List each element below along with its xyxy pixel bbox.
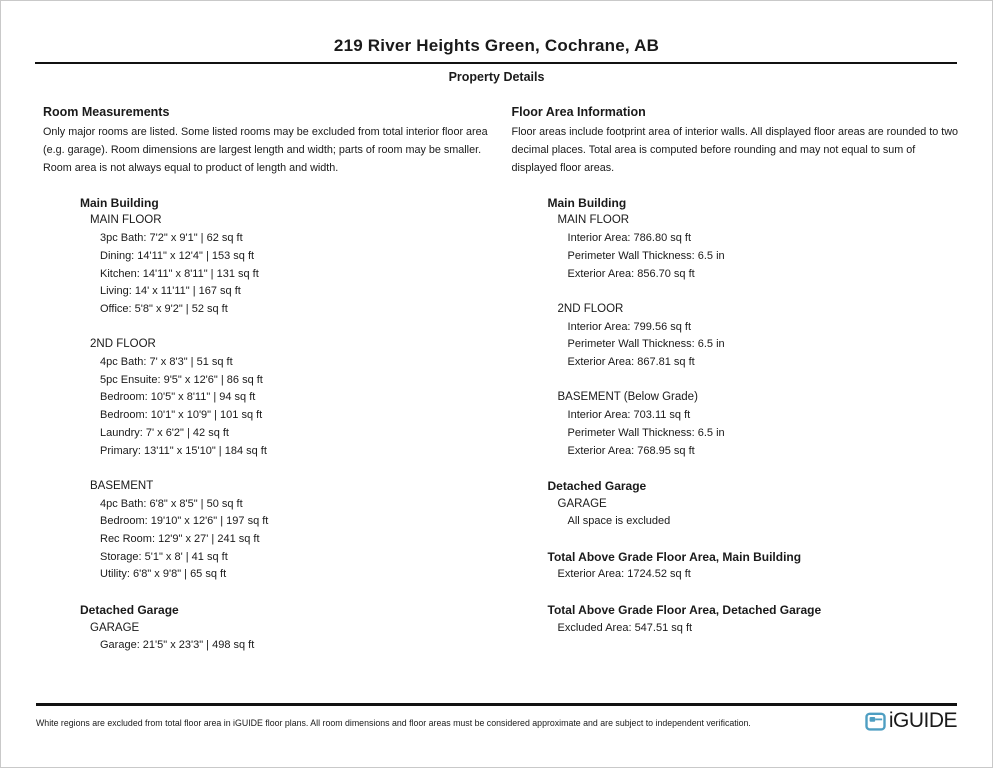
floor-block xyxy=(80,478,497,584)
footer xyxy=(36,703,957,732)
total-heading: Total Above Grade Floor Area, Detached Garage xyxy=(547,602,822,617)
floor-block xyxy=(548,212,992,283)
room-measurement-line: Kitchen: 14'11" x 8'11" | 131 sq ft xyxy=(100,267,259,280)
building-name: Main Building xyxy=(80,195,159,210)
floor-area-detail-line: Perimeter Wall Thickness: 6.5 in xyxy=(567,249,725,262)
room-measurement-line: Office: 5'8" x 9'2" | 52 sq ft xyxy=(100,302,228,315)
floor-area-buildings xyxy=(512,195,992,531)
room-measurement-line: 5pc Ensuite: 9'5" x 12'6" | 86 sq ft xyxy=(100,373,263,386)
total-heading: Total Above Grade Floor Area, Main Building xyxy=(547,549,802,564)
floor-area-description: Floor areas include footprint area of interior walls. All displayed floor areas are rounded to two decimal places. Total area is computed before rounding and may not equal to sum of displayed floor areas. xyxy=(511,126,959,174)
floor-block xyxy=(80,620,497,655)
floor-name: BASEMENT xyxy=(90,479,154,492)
floor-area-section xyxy=(497,105,992,673)
total-detail: Exterior Area: 1724.52 sq ft xyxy=(557,568,691,581)
room-measurements-heading: Room Measurements xyxy=(43,105,170,119)
floor-block xyxy=(80,336,497,460)
header-divider xyxy=(35,62,957,64)
iguide-logo xyxy=(865,710,957,732)
room-measurement-line: Bedroom: 10'5" x 8'11" | 94 sq ft xyxy=(100,391,256,404)
footer-disclaimer: White regions are excluded from total floor area in iGUIDE floor plans. All room dimensions and floor areas must be considered approximate and are subject to independent verification. xyxy=(36,717,751,728)
floor-name: 2ND FLOOR xyxy=(90,338,156,351)
floor-name: MAIN FLOOR xyxy=(557,214,630,227)
iguide-logo-text: iGUIDE xyxy=(888,709,957,732)
room-measurement-line: Living: 14' x 11'11" | 167 sq ft xyxy=(100,285,241,298)
floor-block xyxy=(548,301,992,372)
room-measurement-line: 3pc Bath: 7'2" x 9'1" | 62 sq ft xyxy=(100,232,243,245)
floor-block xyxy=(548,496,992,531)
floor-name: GARAGE xyxy=(557,497,607,510)
building-block xyxy=(80,195,497,584)
floor-area-detail-line: Perimeter Wall Thickness: 6.5 in xyxy=(567,426,725,439)
building-block xyxy=(80,602,497,655)
room-measurement-line: Bedroom: 10'1" x 10'9" | 101 sq ft xyxy=(100,409,263,422)
floor-area-detail-line: Interior Area: 799.56 sq ft xyxy=(567,320,692,333)
floor-area-detail-line: Exterior Area: 768.95 sq ft xyxy=(567,444,695,457)
page-title: 219 River Heights Green, Cochrane, AB xyxy=(333,36,660,55)
room-measurements-buildings xyxy=(43,195,497,655)
room-measurements-description: Only major rooms are listed. Some listed rooms may be excluded from total interior floor area (e.g. garage). Room dimensions are largest length and width; parts of room may be smaller. Room area is not always equal to product of length and width. xyxy=(43,126,488,174)
iguide-camera-icon xyxy=(865,712,886,731)
floor-area-heading: Floor Area Information xyxy=(511,105,646,119)
room-measurement-line: 4pc Bath: 6'8" x 8'5" | 50 sq ft xyxy=(100,497,243,510)
total-block xyxy=(548,602,992,637)
building-name: Main Building xyxy=(547,195,627,210)
page-subtitle: Property Details xyxy=(448,70,545,84)
floor-area-detail-line: Exterior Area: 867.81 sq ft xyxy=(567,356,695,369)
floor-area-detail-line: Interior Area: 786.80 sq ft xyxy=(567,232,692,245)
room-measurement-line: Storage: 5'1" x 8' | 41 sq ft xyxy=(100,550,228,563)
room-measurement-line: 4pc Bath: 7' x 8'3" | 51 sq ft xyxy=(100,356,233,369)
floor-name: BASEMENT (Below Grade) xyxy=(557,391,698,404)
building-name: Detached Garage xyxy=(80,602,179,617)
floor-area-totals xyxy=(512,549,992,638)
room-measurement-line: Bedroom: 19'10" x 12'6" | 197 sq ft xyxy=(100,515,269,528)
floor-area-detail-line: Exterior Area: 856.70 sq ft xyxy=(567,267,695,280)
room-measurement-line: Utility: 6'8" x 9'8" | 65 sq ft xyxy=(100,568,227,581)
total-block xyxy=(548,549,992,584)
room-measurement-line: Garage: 21'5" x 23'3" | 498 sq ft xyxy=(100,639,255,652)
room-measurements-section xyxy=(1,105,497,673)
content-columns xyxy=(1,105,992,673)
room-measurement-line: Laundry: 7' x 6'2" | 42 sq ft xyxy=(100,426,229,439)
floor-area-detail-line: Interior Area: 703.11 sq ft xyxy=(567,409,691,422)
floor-block xyxy=(548,389,992,460)
floor-name: GARAGE xyxy=(90,621,140,634)
building-name: Detached Garage xyxy=(547,478,647,493)
room-measurement-line: Rec Room: 12'9" x 27' | 241 sq ft xyxy=(100,533,260,546)
room-measurement-line: Dining: 14'11" x 12'4" | 153 sq ft xyxy=(100,249,255,262)
floor-area-detail-line: All space is excluded xyxy=(567,515,671,528)
floor-block xyxy=(80,212,497,318)
building-block xyxy=(548,195,992,461)
floor-name: 2ND FLOOR xyxy=(557,302,624,315)
floor-name: MAIN FLOOR xyxy=(90,214,162,227)
total-detail: Excluded Area: 547.51 sq ft xyxy=(557,621,693,634)
room-measurement-line: Primary: 13'11" x 15'10" | 184 sq ft xyxy=(100,444,267,457)
floor-area-detail-line: Perimeter Wall Thickness: 6.5 in xyxy=(567,338,725,351)
building-block xyxy=(548,478,992,531)
